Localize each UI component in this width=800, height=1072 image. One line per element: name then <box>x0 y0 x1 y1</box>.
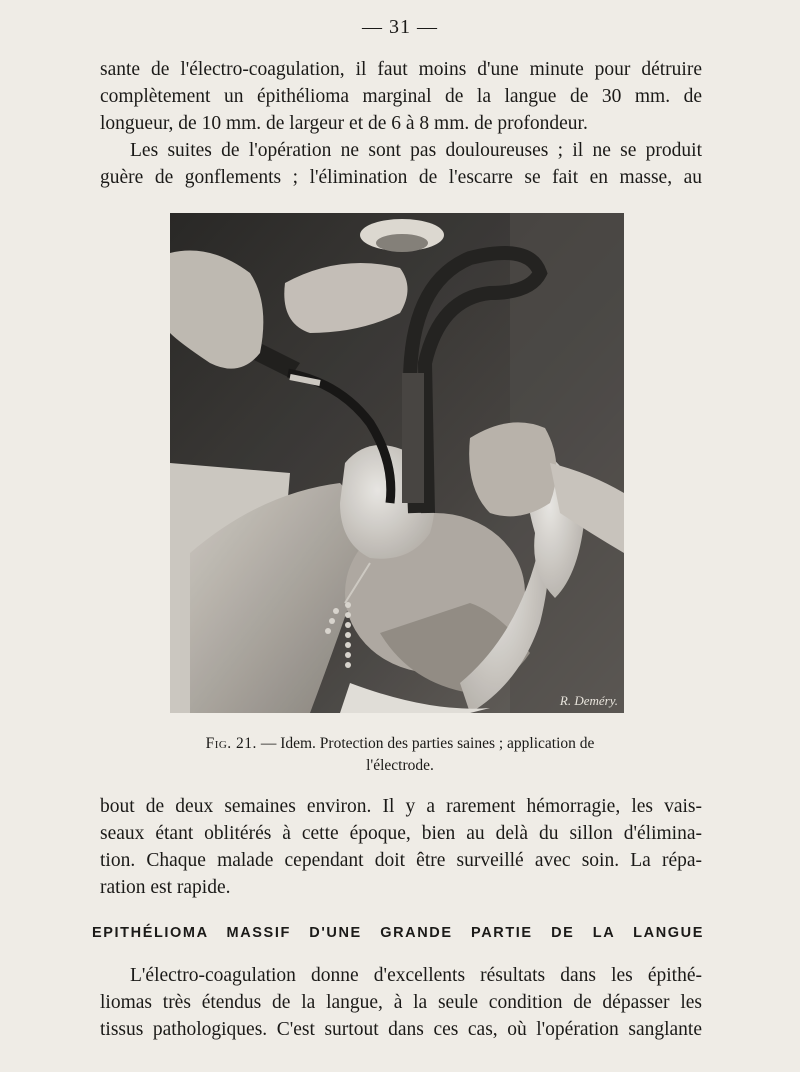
paragraph-2-line: ration est rapide. <box>100 877 231 898</box>
caption-text: — Idem. Protection des parties saines ; application de <box>260 735 595 752</box>
figure-label: Fig. 21. <box>205 735 257 752</box>
page-number: — 31 — <box>362 16 438 38</box>
paragraph-2-line: seaux étant oblitérés à cette époque, bien au delà du sillon d'élimina- <box>100 823 702 844</box>
paragraph-2 <box>100 793 702 901</box>
paragraph-1-line: sante de l'électro-coagulation, il faut moins d'une minute pour détruire <box>100 59 702 80</box>
section-heading: EPITHÉLIOMA MASSIF D'UNE GRANDE PARTIE DE LA LANGUE <box>92 925 704 941</box>
paragraph-3-line: tissus pathologiques. C'est surtout dans ces cas, où l'opération sanglante <box>100 1019 702 1040</box>
paragraph-3 <box>100 962 702 1043</box>
paragraph-3-line: L'électro-coagulation donne d'excellents résultats dans les épithé- <box>130 965 702 986</box>
figure-caption <box>150 733 650 777</box>
photographer-signature: R. Deméry. <box>559 693 618 708</box>
paragraph-1 <box>100 56 702 191</box>
paragraph-1-line: longueur, de 10 mm. de largeur et de 6 à 8 mm. de profondeur. <box>100 113 588 134</box>
paragraph-3-line: liomas très étendus de la langue, à la seule condition de dépasser les <box>100 992 702 1013</box>
caption-line-1 <box>150 733 650 755</box>
photograph-illustration <box>170 213 624 713</box>
paragraph-2-line: tion. Chaque malade cependant doit être surveillé avec soin. La répa- <box>100 850 702 871</box>
figure-photograph <box>170 213 624 713</box>
paragraph-1-line: guère de gonflements ; l'élimination de l'escarre se fait en masse, au <box>100 167 702 188</box>
caption-line-2: l'électrode. <box>366 757 434 774</box>
paragraph-1-line: complètement un épithélioma marginal de la langue de 30 mm. de <box>100 86 702 107</box>
paragraph-2-line: bout de deux semaines environ. Il y a rarement hémorragie, les vais- <box>100 796 702 817</box>
paragraph-1-line: Les suites de l'opération ne sont pas douloureuses ; il ne se produit <box>130 140 702 161</box>
